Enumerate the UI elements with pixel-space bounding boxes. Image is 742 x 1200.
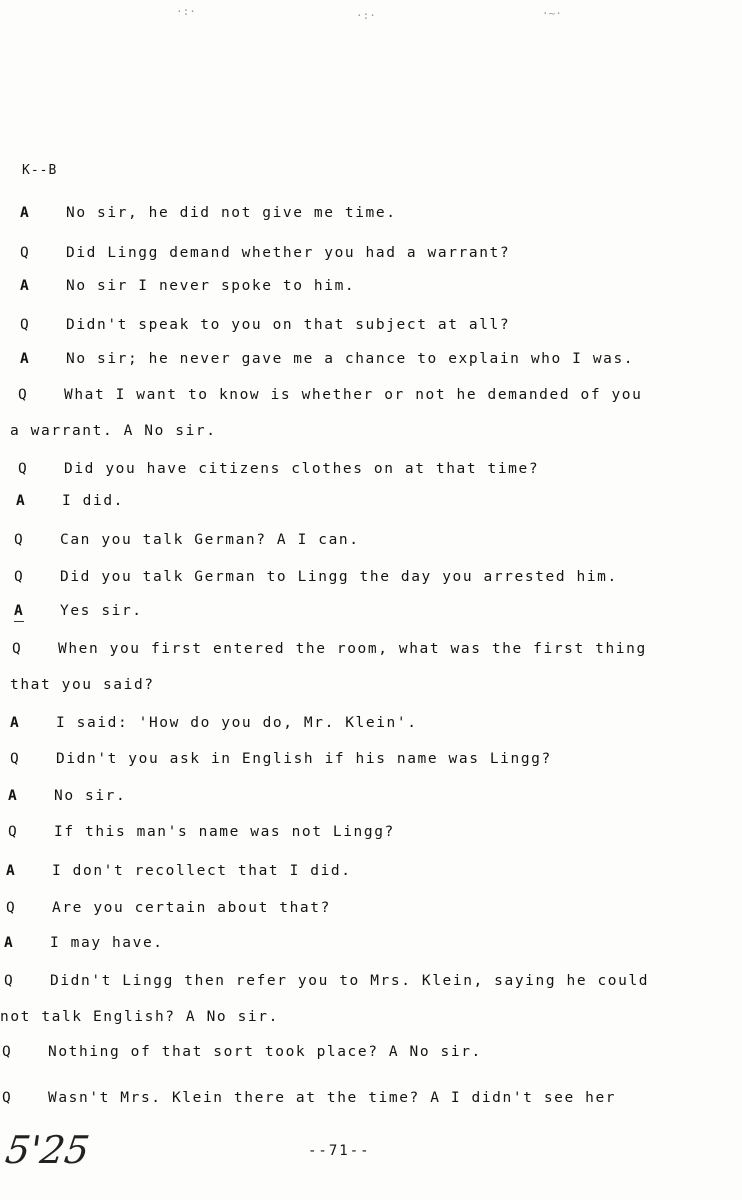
transcript-line-text: Nothing of that sort took place? A No sir. — [48, 1044, 482, 1060]
answer-marker: A — [14, 603, 25, 619]
transcript-line-text: I don't recollect that I did. — [52, 863, 352, 879]
handwritten-page-number: 5'25 — [2, 1128, 93, 1172]
transcript-line-text: I may have. — [50, 935, 164, 951]
transcript-line — [14, 604, 143, 619]
transcript-line — [14, 533, 360, 548]
transcript-line — [2, 1045, 482, 1060]
transcript-line — [16, 494, 124, 509]
transcript-line — [6, 864, 352, 879]
transcript-line-text: Wasn't Mrs. Klein there at the time? A I didn't see her — [48, 1090, 617, 1106]
question-marker: Q — [20, 245, 31, 261]
question-marker: Q — [18, 387, 29, 403]
answer-marker: A — [20, 205, 31, 221]
margin-mark — [14, 621, 24, 622]
transcript-line-text: Are you certain about that? — [52, 900, 331, 916]
answer-marker: A — [10, 715, 21, 731]
transcript-line — [0, 1010, 279, 1025]
page-header: K--B — [22, 163, 58, 178]
transcript-line-text: No sir; he never gave me a chance to explain who I was. — [66, 351, 635, 367]
transcript-line — [10, 752, 552, 767]
transcript-line-text: No sir, he did not give me time. — [66, 205, 397, 221]
question-marker: Q — [12, 641, 23, 657]
transcript-line — [10, 424, 217, 439]
transcript-line-text: not talk English? A No sir. — [0, 1009, 279, 1025]
question-marker: Q — [18, 461, 29, 477]
transcript-line — [18, 462, 539, 477]
transcript-line — [6, 901, 331, 916]
transcript-line — [20, 206, 397, 221]
question-marker: Q — [2, 1090, 13, 1106]
transcript-line-text: I did. — [62, 493, 124, 509]
transcript-line — [8, 825, 395, 840]
transcript-line — [20, 318, 510, 333]
transcript-line-text: Didn't you ask in English if his name was Lingg? — [56, 751, 552, 767]
question-marker: Q — [4, 973, 15, 989]
transcript-line-text: Did you talk German to Lingg the day you arrested him. — [60, 569, 618, 585]
transcript-line — [10, 716, 418, 731]
scan-speck: ·:· — [356, 9, 376, 22]
transcript-line — [12, 642, 647, 657]
question-marker: Q — [14, 532, 25, 548]
transcript-line — [20, 246, 510, 261]
transcript-line-text: Did Lingg demand whether you had a warrant? — [66, 245, 511, 261]
transcript-line — [10, 678, 155, 693]
transcript-line — [4, 936, 164, 951]
transcript-line — [18, 388, 642, 403]
transcript-line-text: What I want to know is whether or not he demanded of you — [64, 387, 643, 403]
transcript-line-text: Can you talk German? A I can. — [60, 532, 360, 548]
transcript-line-text: that you said? — [10, 677, 155, 693]
question-marker: Q — [2, 1044, 13, 1060]
question-marker: Q — [14, 569, 25, 585]
scan-speck: ·~· — [542, 7, 562, 20]
transcript-line — [8, 789, 126, 804]
answer-marker: A — [8, 788, 19, 804]
scan-speck: ·:· — [176, 5, 196, 18]
transcript-line-text: Didn't Lingg then refer you to Mrs. Klein, saying he could — [50, 973, 650, 989]
transcript-line — [4, 974, 649, 989]
page-number: --71-- — [308, 1143, 371, 1159]
question-marker: Q — [20, 317, 31, 333]
transcript-line — [20, 352, 634, 367]
transcript-line-text: When you first entered the room, what was the first thing — [58, 641, 647, 657]
transcript-line-text: No sir. — [54, 788, 127, 804]
question-marker: Q — [10, 751, 21, 767]
transcript-line-text: Did you have citizens clothes on at that time? — [64, 461, 540, 477]
transcript-line-text: No sir I never spoke to him. — [66, 278, 356, 294]
transcript-line-text: Yes sir. — [60, 603, 143, 619]
question-marker: Q — [8, 824, 19, 840]
transcript-line-text: Didn't speak to you on that subject at all? — [66, 317, 511, 333]
transcript-line — [20, 279, 355, 294]
answer-marker: A — [20, 278, 31, 294]
transcript-line-text: If this man's name was not Lingg? — [54, 824, 395, 840]
answer-marker: A — [4, 935, 15, 951]
answer-marker: A — [20, 351, 31, 367]
answer-marker: A — [16, 493, 27, 509]
transcript-line — [2, 1091, 616, 1106]
transcript-line-text: a warrant. A No sir. — [10, 423, 217, 439]
question-marker: Q — [6, 900, 17, 916]
transcript-line — [14, 570, 618, 585]
transcript-line-text: I said: 'How do you do, Mr. Klein'. — [56, 715, 418, 731]
answer-marker: A — [6, 863, 17, 879]
